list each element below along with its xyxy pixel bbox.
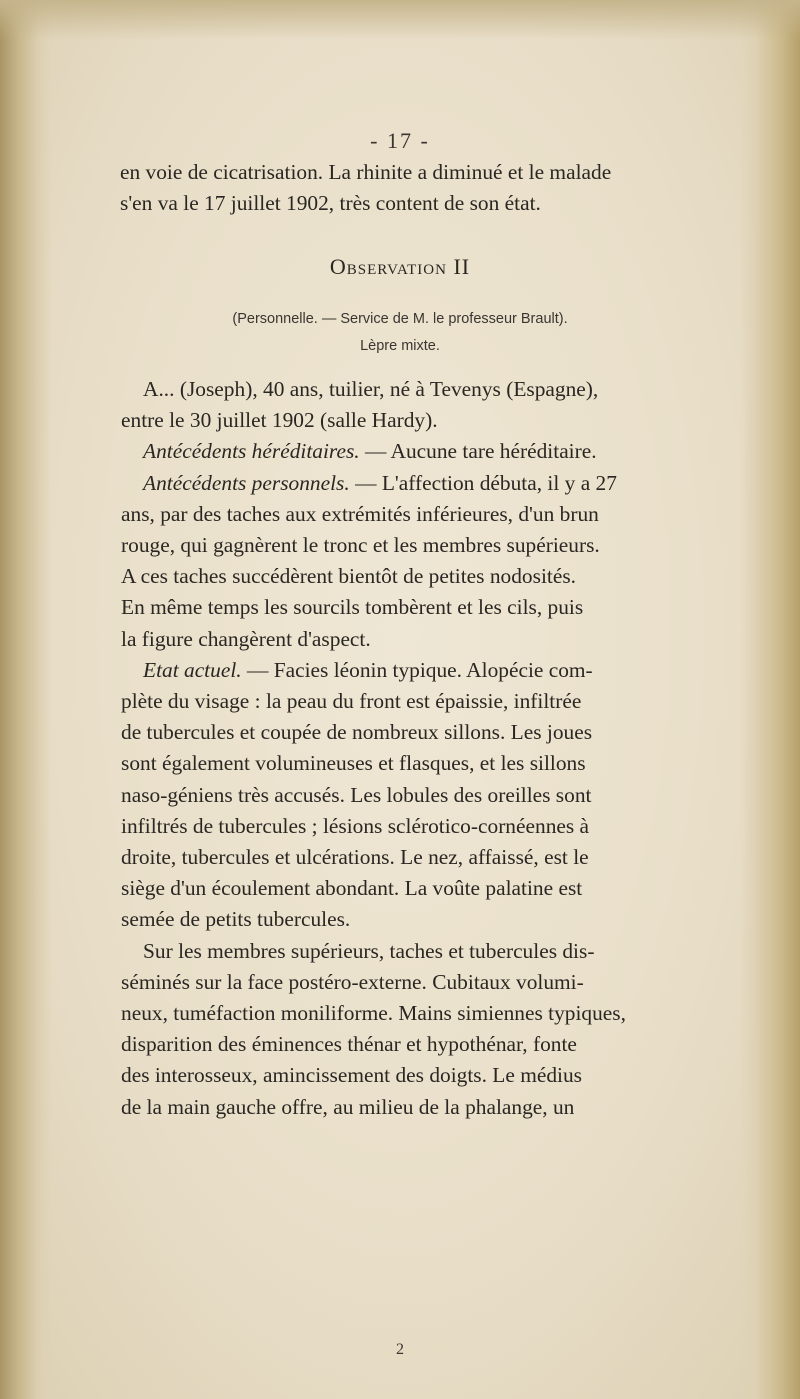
text-line: la figure changèrent d'aspect. (121, 626, 371, 651)
page-edge-top (0, 0, 800, 40)
text-line: droite, tubercules et ulcérations. Le nez, affaissé, est le (121, 845, 589, 870)
hereditary-history-line (121, 436, 679, 467)
text-line: s'en va le 17 juillet 1902, très content de son état. (120, 191, 541, 216)
current-state-line (121, 655, 679, 686)
text-line: En même temps les sourcils tombèrent et les cils, puis (121, 595, 584, 620)
text-line: siège d'un écoulement abondant. La voûte palatine est (121, 876, 583, 901)
signature-mark: 2 (396, 1341, 404, 1358)
text-line: neux, tuméfaction moniliforme. Mains simiennes typiques, (121, 1001, 626, 1026)
observation-heading: Observation II (329, 254, 471, 279)
page-edge-left (0, 0, 52, 1399)
text-line: A ces taches succédèrent bientôt de petites nodosités. (121, 564, 576, 589)
section-text: — L'affection débuta, il y a 27 (349, 470, 617, 495)
text-line: plète du visage : la peau du front est épaissie, infiltrée (121, 689, 582, 714)
section-label: Antécédents héréditaires. (143, 439, 360, 464)
observation-source: (Personnelle. — Service de M. le professeur Brault). (232, 311, 568, 327)
section-label: Antécédents personnels. (143, 470, 350, 495)
text-line: naso-géniens très accusés. Les lobules des oreilles sont (121, 782, 592, 807)
text-line: séminés sur la face postéro-externe. Cubitaux volumi- (121, 969, 584, 994)
text-line: entre le 30 juillet 1902 (salle Hardy). (121, 408, 438, 433)
text-line: sont également volumineuses et flasques, et les sillons (121, 751, 586, 776)
page-number: - 17 - (370, 128, 430, 153)
text-line: A... (Joseph), 40 ans, tuilier, né à Tevenys (Espagne), (143, 377, 599, 401)
personal-history-line (121, 468, 679, 499)
continuation-paragraph (120, 157, 680, 219)
section-label: Etat actuel. (143, 657, 242, 682)
text-line: rouge, qui gagnèrent le tronc et les membres supérieurs. (121, 533, 600, 558)
text-line: de tubercules et coupée de nombreux sillons. Les joues (121, 720, 593, 745)
text-line: infiltrés de tubercules ; lésions sclérotico-cornéennes à (121, 813, 590, 838)
observation-body (121, 374, 679, 1123)
section-text: — Aucune tare héréditaire. (359, 439, 597, 464)
page-edge-right (740, 0, 800, 1399)
text-line: ans, par des taches aux extrémités inférieures, d'un brun (121, 501, 599, 526)
text-line: en voie de cicatrisation. La rhinite a diminué et le malade (120, 160, 612, 184)
text-line: de la main gauche offre, au milieu de la phalange, un (121, 1094, 575, 1119)
text-line: disparition des éminences thénar et hypothénar, fonte (121, 1032, 577, 1057)
observation-diagnosis: Lèpre mixte. (360, 338, 440, 354)
text-line: semée de petits tubercules. (121, 907, 351, 932)
section-text: — Facies léonin typique. Alopécie com- (241, 657, 593, 682)
text-line: Sur les membres supérieurs, taches et tubercules dis- (143, 938, 595, 963)
text-line: des interosseux, amincissement des doigts. Le médius (121, 1063, 583, 1088)
